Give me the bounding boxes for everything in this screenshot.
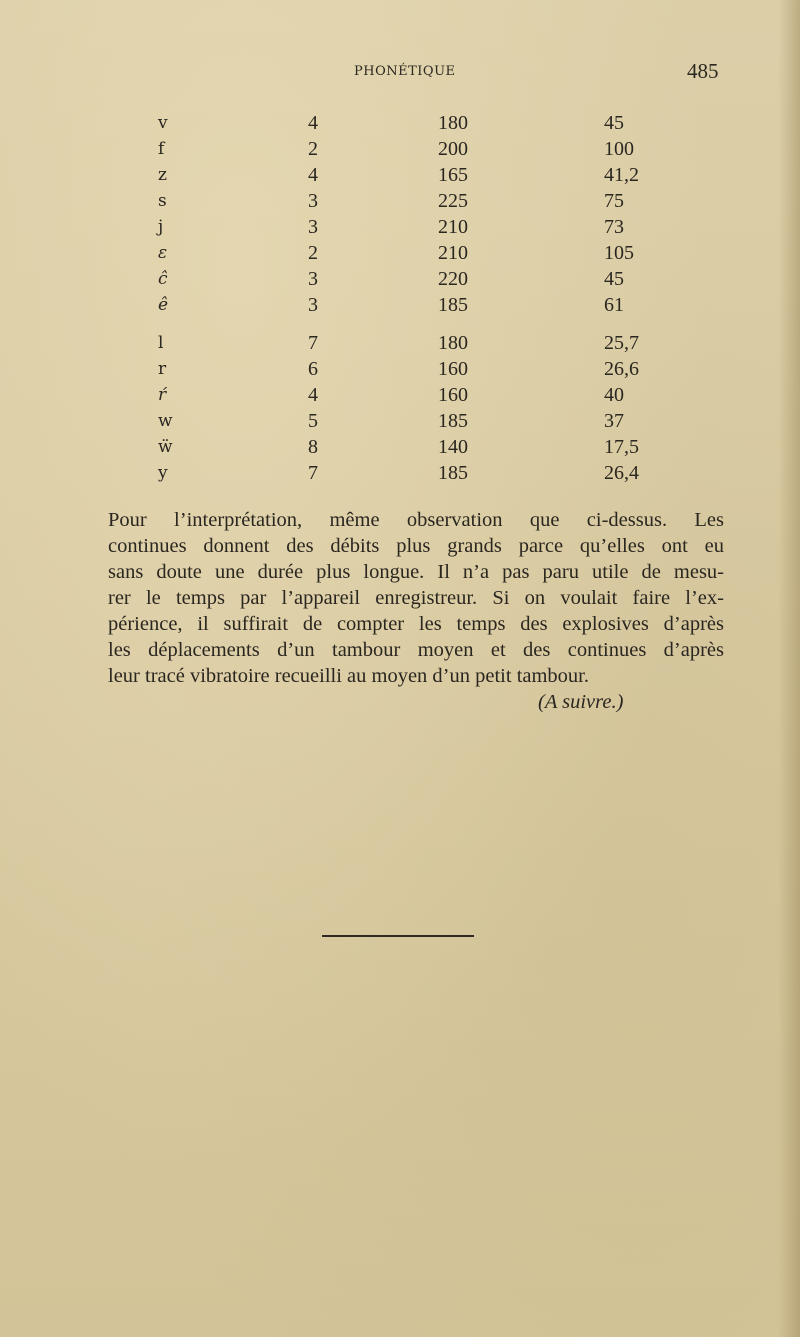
value-cell: 180 [438,112,468,134]
table-row [0,162,800,188]
count-cell: 6 [308,358,318,380]
value-cell: 210 [438,216,468,238]
body-paragraph [108,507,724,689]
ratio-cell: 25,7 [604,332,639,354]
ratio-cell: 100 [604,138,634,160]
page-number: 485 [687,59,719,83]
table-row [0,266,800,292]
symbol-cell: ŕ [158,385,167,405]
count-cell: 3 [308,268,318,290]
count-cell: 4 [308,384,318,406]
value-cell: 160 [438,384,468,406]
running-title: PHONÉTIQUE [354,64,456,79]
table-row [0,356,800,382]
symbol-cell: ẅ [158,437,173,457]
symbol-cell: ɛ [158,243,168,263]
count-cell: 7 [308,332,318,354]
table-row [0,434,800,460]
value-cell: 185 [438,410,468,432]
count-cell: 4 [308,164,318,186]
table-row [0,240,800,266]
symbol-cell: w [158,411,173,431]
value-cell: 200 [438,138,468,160]
count-cell: 5 [308,410,318,432]
ratio-cell: 37 [604,410,624,432]
value-cell: 180 [438,332,468,354]
value-cell: 185 [438,294,468,316]
ratio-cell: 26,4 [604,462,639,484]
ratio-cell: 61 [604,294,624,316]
value-cell: 160 [438,358,468,380]
paragraph-line: périence, il suffirait de compter les temps des explosives d’après [108,613,724,635]
table-row [0,136,800,162]
ratio-cell: 75 [604,190,624,212]
table-row [0,188,800,214]
symbol-cell: v [158,113,168,133]
table-row [0,460,800,486]
ratio-cell: 26,6 [604,358,639,380]
symbol-cell: r [158,359,167,379]
count-cell: 4 [308,112,318,134]
symbol-cell: j [158,217,164,237]
value-cell: 225 [438,190,468,212]
symbol-cell: z [158,165,167,185]
value-cell: 185 [438,462,468,484]
count-cell: 3 [308,216,318,238]
end-rule [322,935,474,937]
count-cell: 8 [308,436,318,458]
count-cell: 2 [308,138,318,160]
ratio-cell: 73 [604,216,624,238]
paragraph-line: rer le temps par l’appareil enregistreur. Si on voulait faire l’ex- [108,587,724,609]
symbol-cell: f [158,139,165,159]
symbol-cell: ê [158,295,169,315]
table-row [0,110,800,136]
count-cell: 3 [308,190,318,212]
paragraph-line: Pour l’interprétation, même observation que ci-dessus. Les [108,509,724,531]
value-cell: 165 [438,164,468,186]
table-row [0,292,800,318]
ratio-cell: 45 [604,268,624,290]
value-cell: 220 [438,268,468,290]
count-cell: 2 [308,242,318,264]
table-row [0,214,800,240]
symbol-cell: l [158,333,164,353]
paragraph-line: les déplacements d’un tambour moyen et des continues d’après [108,639,724,661]
value-cell: 210 [438,242,468,264]
count-cell: 7 [308,462,318,484]
to-be-continued: (A suivre.) [538,691,624,713]
count-cell: 3 [308,294,318,316]
symbol-cell: ĉ [158,269,168,289]
ratio-cell: 105 [604,242,634,264]
ratio-cell: 40 [604,384,624,406]
running-head [0,59,800,86]
paragraph-line: leur tracé vibratoire recueilli au moyen d’un petit tambour. [108,665,589,687]
table-row [0,408,800,434]
ratio-cell: 45 [604,112,624,134]
paragraph-line: sans doute une durée plus longue. Il n’a pas paru utile de mesu- [108,561,724,583]
value-cell: 140 [438,436,468,458]
ratio-cell: 17,5 [604,436,639,458]
symbol-cell: y [158,463,168,483]
symbol-cell: s [158,191,167,211]
table-row [0,330,800,356]
paragraph-line: continues donnent des débits plus grands parce qu’elles ont eu [108,535,724,557]
ratio-cell: 41,2 [604,164,639,186]
table-row [0,382,800,408]
